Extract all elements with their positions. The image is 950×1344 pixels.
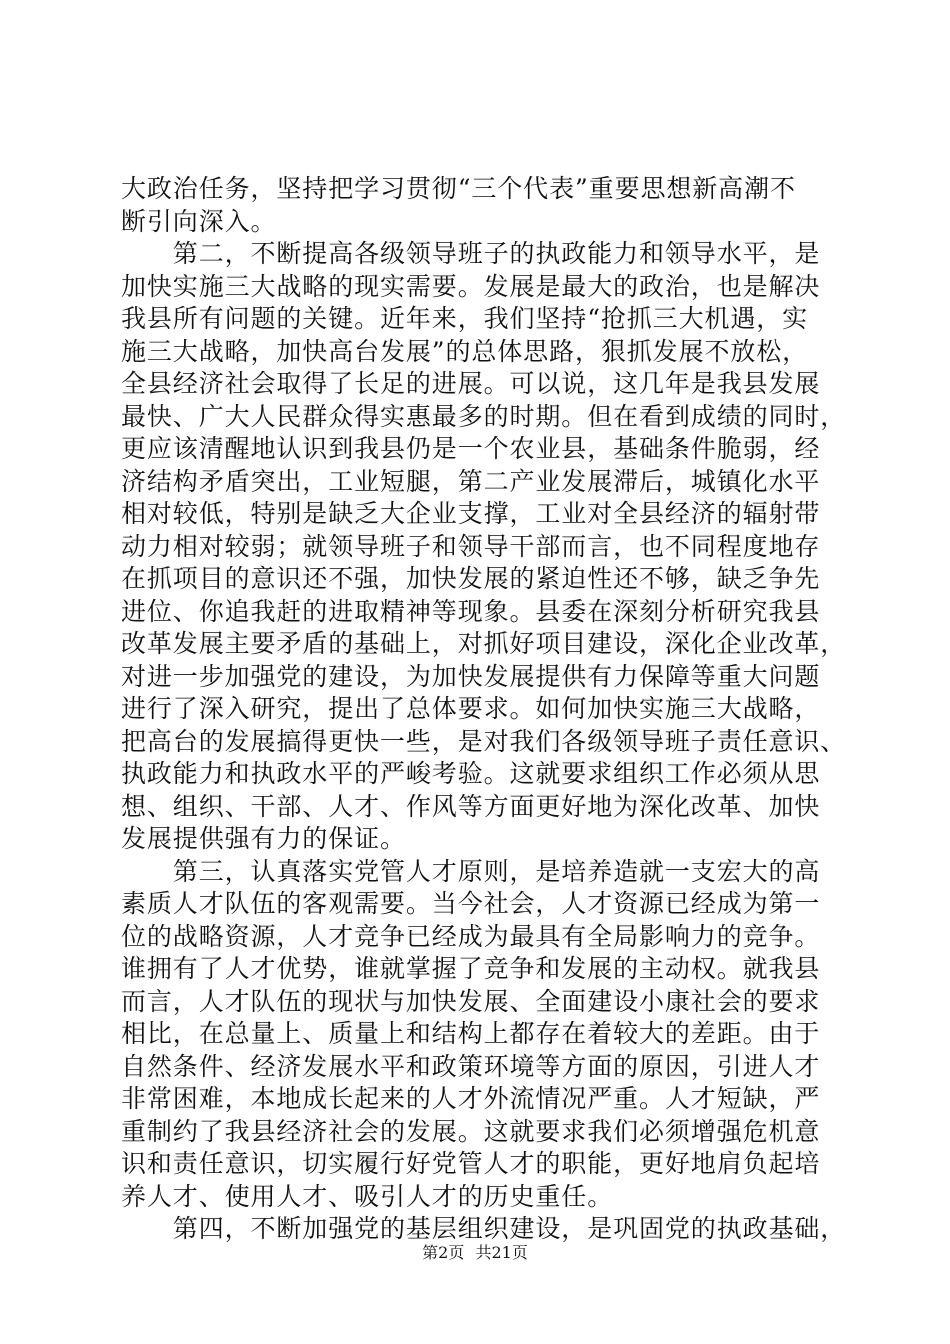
text-line: 识和责任意识，切实履行好党管人才的职能，更好地肩负起培 xyxy=(121,1149,821,1178)
text-line: 把高台的发展搞得更快一些，是对我们各级领导班子责任意识、 xyxy=(121,726,847,756)
page-number: 第2页 xyxy=(422,1243,465,1262)
text-line: 第三，认真落实党管人才原则，是培养造就一支宏大的高 xyxy=(121,856,821,886)
text-line: 非常困难，本地成长起来的人才外流情况严重。人才短缺，严 xyxy=(121,1084,821,1113)
text-line: 谁拥有了人才优势，谁就掌握了竞争和发展的主动权。就我县 xyxy=(121,954,821,983)
text-line: 自然条件、经济发展水平和政策环境等方面的原因，引进人才 xyxy=(121,1051,821,1081)
text-line: 施三大战略，加快高台发展”的总体思路，狠抓发展不放松， xyxy=(121,336,809,366)
text-line: 断引向深入。 xyxy=(121,206,277,236)
document-body xyxy=(121,173,847,1246)
page-footer xyxy=(0,1240,950,1263)
text-line: 相对较低，特别是缺乏大企业支撑，工业对全县经济的辐射带 xyxy=(121,499,821,528)
text-line: 我县所有问题的关键。近年来，我们坚持“抢抓三大机遇，实 xyxy=(121,304,809,333)
text-line: 重制约了我县经济社会的发展。这就要求我们必须增强危机意 xyxy=(121,1116,821,1146)
text-line: 养人才、使用人才、吸引人才的历史重任。 xyxy=(121,1181,614,1211)
text-line: 相比，在总量上、质量上和结构上都存在着较大的差距。由于 xyxy=(121,1019,821,1048)
text-line: 想、组织、干部、人才、作风等方面更好地为深化改革、加快 xyxy=(121,791,821,821)
text-line: 加快实施三大战略的现实需要。发展是最大的政治，也是解决 xyxy=(121,271,821,301)
text-line: 执政能力和执政水平的严峻考验。这就要求组织工作必须从思 xyxy=(121,759,821,788)
text-line: 对进一步加强党的建设，为加快发展提供有力保障等重大问题 xyxy=(121,661,821,691)
text-line: 在抓项目的意识还不强，加快发展的紧迫性还不够，缺乏争先 xyxy=(121,564,821,593)
text-line: 全县经济社会取得了长足的进展。可以说，这几年是我县发展 xyxy=(121,369,821,398)
text-line: 第二，不断提高各级领导班子的执政能力和领导水平，是 xyxy=(121,239,821,268)
text-line: 更应该清醒地认识到我县仍是一个农业县，基础条件脆弱，经 xyxy=(121,434,821,463)
page-total: 共21页 xyxy=(475,1243,528,1262)
text-line: 最快、广大人民群众得实惠最多的时期。但在看到成绩的同时， xyxy=(121,401,847,431)
text-line: 第四，不断加强党的基层组织建设，是巩固党的执政基础， xyxy=(121,1214,847,1243)
text-line: 济结构矛盾突出，工业短腿，第二产业发展滞后，城镇化水平 xyxy=(121,466,821,496)
text-line: 改革发展主要矛盾的基础上，对抓好项目建设，深化企业改革， xyxy=(121,629,847,658)
text-line: 进行了深入研究，提出了总体要求。如何加快实施三大战略， xyxy=(121,694,821,723)
text-line: 而言，人才队伍的现状与加快发展、全面建设小康社会的要求 xyxy=(121,986,821,1016)
text-line: 位的战略资源，人才竞争已经成为最具有全局影响力的竞争。 xyxy=(121,921,821,951)
text-line: 素质人才队伍的客观需要。当今社会，人才资源已经成为第一 xyxy=(121,889,821,918)
text-line: 发展提供强有力的保证。 xyxy=(121,824,406,853)
text-line: 动力相对较弱；就领导班子和领导干部而言，也不同程度地存 xyxy=(121,531,821,561)
text-line: 大政治任务，坚持把学习贯彻“三个代表”重要思想新高潮不 xyxy=(121,174,796,203)
text-line: 进位、你追我赶的进取精神等现象。县委在深刻分析研究我县 xyxy=(121,596,821,626)
